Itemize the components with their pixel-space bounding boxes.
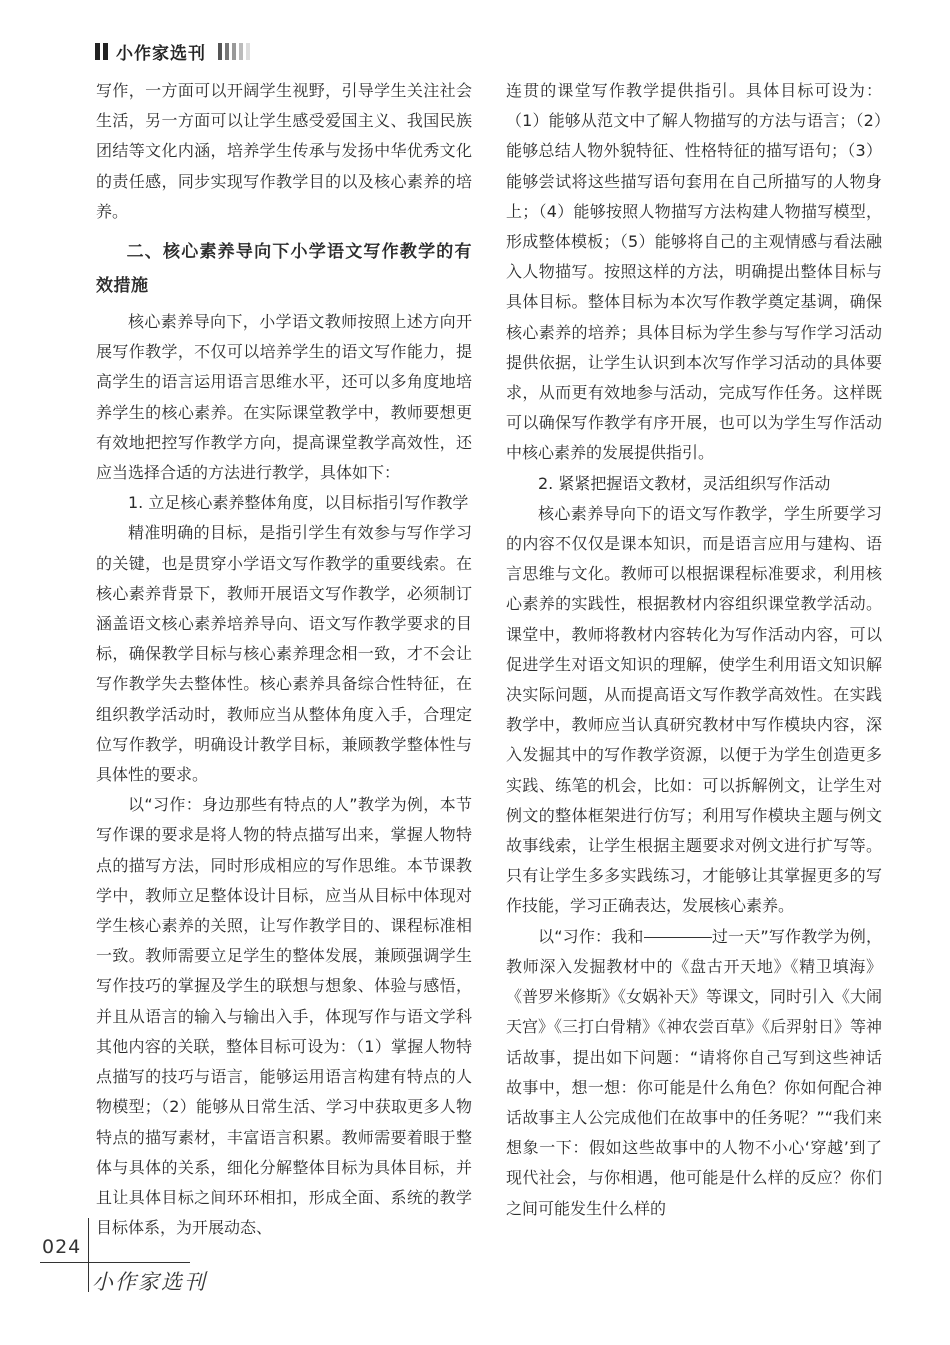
paragraph: 写作，一方面可以开阔学生视野，引导学生关注社会生活，另一方面可以让学生感受爱国主义、我国民族团结等文化内涵，培养学生传承与发扬中华优秀文化的责任感，同步实现写作教学目的以及核心素养的培养。 [96,81,472,221]
page-number: 024 [42,1236,82,1258]
paragraph: 以“习作：身边那些有特点的人”教学为例，本节写作课的要求是将人物的特点描写出来，掌握人物特点的描写方法，同时形成相应的写作思维。本节课教学中，教师立足整体设计目标，应当从目标中体现对学生核心素养的关照，让写作教学目的、课程标准相一致。教师需要立足学生的整体发展，兼顾强调学生写作技巧的掌握及学生的联想与想象、体验与感悟，并且从语言的输入与输出入手，体现写作与语文学科其他内容的关联，整体目标可设为：（1）掌握人物特点描写的技巧与语言，能够运用语言构建有特点的人物模型；（2）能够从日常生活、学习中获取更多人物特点的描写素材，丰富语言积累。教师需要着眼于整体与具体的关系，细化分解整体目标为具体目标，并且让具体目标之间环环相扣，形成全面、系统的教学目标体系，为开展动态、 [96,795,472,1238]
header-title: 小作家选刊 [116,43,206,64]
left-column [96,76,472,1243]
running-header [95,38,250,64]
header-bar [239,43,243,60]
paragraph-start: 以“习作：我和 [538,926,644,946]
footer-logo: 小作家选刊 [92,1270,207,1294]
header-bars-left [95,43,108,60]
paragraph: 核心素养导向下，小学语文教师按照上述方向开展写作教学，不仅可以培养学生的语文写作能力，提高学生的语言运用语言思维水平，还可以多角度地培养学生的核心素养。在实际课堂教学中，教师要想更有效地把控写作教学方向，提高课堂教学高效性，还应当选择合适的方法进行教学，具体如下： [96,312,472,483]
header-bar [218,43,222,60]
paragraph [506,922,882,1224]
paragraph-rest: 过一天”写作教学为例，教师深入发掘教材中的《盘古开天地》《精卫填海》《普罗米修斯》《女娲补天》等课文，同时引入《大闹天宫》《三打白骨精》《神农尝百草》《后羿射日》等神话故事，提出如下问题：“请将你自己写到这些神话故事中，想一想：你可能是什么角色？你如何配合神话故事主人公完成他们在故事中的任务呢？”“我们来想象一下：假如这些故事中的人物不小心‘穿越’到了现代社会，与你相遇，他可能是什么样的反应？你们之间可能发生什么样的 [506,926,883,1218]
header-bar [225,43,229,60]
header-bar [232,43,236,60]
footer-divider-vertical [88,1218,89,1292]
subsection-heading: 2. 紧紧把握语文教材，灵活组织写作活动 [538,473,831,493]
header-bars-right [218,43,250,60]
paragraph: 精准明确的目标，是指引学生有效参与写作学习的关键，也是贯穿小学语文写作教学的重要线索。在核心素养背景下，教师开展语文写作教学，必须制订涵盖语文核心素养培养导向、语文写作教学要求的目标，确保教学目标与核心素养理念相一致，才不会让写作教学失去整体性。核心素养具备综合性特征，在组织教学活动时，教师应当从整体角度入手，合理定位写作教学，明确设计教学目标，兼顾教学整体性与具体性的要求。 [96,523,472,785]
section-heading: 二、核心素养导向下小学语文写作教学的有效措施 [96,242,472,297]
paragraph: 连贯的课堂写作教学提供指引。具体目标可设为：（1）能够从范文中了解人物描写的方法与语言；（2）能够总结人物外貌特征、性格特征的描写语句；（3）能够尝试将这些描写语句套用在自己所描写的人物身上；（4）能够按照人物描写方法构建人物描写模型，形成整体模板；（5）能够将自己的主观情感与看法融入人物描写。按照这样的方法，明确提出整体目标与具体目标。整体目标为本次写作教学奠定基调，确保核心素养的培养；具体目标为学生参与写作学习活动提供依据，让学生认识到本次写作学习活动的具体要求，从而更有效地参与活动，完成写作任务。这样既可以确保写作教学有序开展，也可以为学生写作活动中核心素养的发展提供指引。 [506,81,882,463]
footer-divider-horizontal [40,1262,190,1263]
header-bar [246,43,250,60]
subsection-heading: 1. 立足核心素养整体角度，以目标指引写作教学 [128,493,469,513]
right-column [506,76,882,1224]
paragraph: 核心素养导向下的语文写作教学，学生所要学习的内容不仅仅是课本知识，而是语言应用与建构、语言思维与文化。教师可以根据课程标准要求，利用核心素养的实践性，根据教材内容组织课堂教学活动。课堂中，教师将教材内容转化为写作活动内容，可以促进学生对语文知识的理解，使学生利用语文知识解决实际问题，从而提高语文写作教学高效性。在实践教学中，教师应当认真研究教材中写作模块内容，深入发掘其中的写作教学资源，以便于为学生创造更多实践、练笔的机会，比如：可以拆解例文，让学生对例文的整体框架进行仿写；利用写作模块主题与例文故事线索，让学生根据主题要求对例文进行扩写等。只有让学生多多实践练习，才能够让其掌握更多的写作技能，学习正确表达，发展核心素养。 [506,503,882,916]
fill-in-blank [644,936,712,938]
